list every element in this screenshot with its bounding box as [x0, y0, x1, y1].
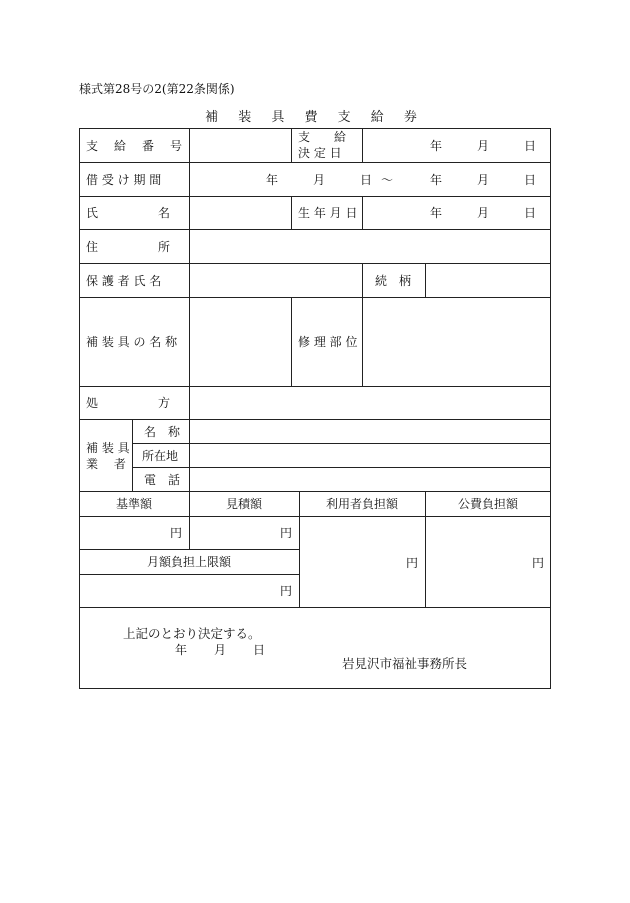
rental-to-day: 日 [524, 173, 537, 187]
birth-day: 日 [524, 206, 537, 220]
row-divider [79, 386, 551, 387]
base-amount-yen: 円 [169, 526, 182, 540]
col-divider [291, 196, 292, 229]
vendor-label-bottom: 業 者 [86, 457, 126, 471]
vendor-location-label: 所在地 [142, 449, 179, 463]
birth-date-label: 生 年 月 日 [298, 206, 358, 220]
footer-month: 月 [214, 643, 227, 657]
monthly-cap-yen: 円 [279, 584, 292, 598]
footer-day: 日 [253, 643, 266, 657]
row-divider [79, 549, 299, 550]
repair-part-label: 修 理 部 位 [298, 335, 358, 349]
row-divider [79, 516, 551, 517]
decision-date-label-top: 支 給 [298, 130, 347, 144]
col-divider [132, 419, 133, 491]
col-divider [362, 128, 363, 162]
rental-to-month: 月 [477, 173, 490, 187]
base-amount-label: 基準額 [115, 497, 152, 511]
rental-tilde: ～ [381, 173, 394, 187]
row-divider [79, 574, 299, 575]
decision-day: 日 [524, 139, 537, 153]
col-divider [291, 128, 292, 162]
col-divider [362, 196, 363, 229]
birth-month: 月 [477, 206, 490, 220]
vendor-name-label: 名 称 [144, 425, 181, 439]
decision-statement: 上記のとおり決定する。 [123, 626, 261, 641]
col-divider [189, 128, 190, 419]
rental-period-label: 借 受 け 期 間 [86, 173, 162, 187]
decision-date-label-bottom: 決 定 日 [298, 146, 342, 160]
monthly-cap-label: 月額負担上限額 [146, 555, 231, 569]
row-divider [79, 297, 551, 298]
user-burden-label: 利用者負担額 [325, 497, 398, 511]
public-burden-yen: 円 [531, 556, 544, 570]
row-divider [79, 263, 551, 264]
form-number: 様式第28号の2(第22条関係) [79, 82, 235, 96]
col-divider [189, 419, 190, 491]
form-title: 補 装 具 費 支 給 券 [205, 110, 425, 125]
issuer-name: 岩見沢市福祉事務所長 [342, 656, 468, 671]
relationship-label: 続 柄 [375, 274, 412, 288]
decision-month: 月 [477, 139, 490, 153]
birth-year: 年 [430, 206, 443, 220]
row-divider [79, 607, 551, 608]
estimate-amount-yen: 円 [279, 526, 292, 540]
rental-to-year: 年 [430, 173, 443, 187]
user-burden-yen: 円 [405, 556, 418, 570]
address-label: 住 所 [86, 240, 171, 254]
rental-from-year: 年 [266, 173, 279, 187]
name-label: 氏 名 [86, 206, 171, 220]
row-divider [79, 196, 551, 197]
prescription-label: 処 方 [86, 396, 171, 410]
row-divider [132, 443, 551, 444]
row-divider [79, 491, 551, 492]
row-divider [79, 229, 551, 230]
col-divider [362, 297, 363, 386]
rental-from-day: 日 [360, 173, 373, 187]
rental-from-month: 月 [313, 173, 326, 187]
vendor-phone-label: 電 話 [144, 473, 181, 487]
row-divider [79, 419, 551, 420]
col-divider [291, 297, 292, 386]
public-burden-label: 公費負担額 [457, 497, 518, 511]
footer-year: 年 [175, 643, 188, 657]
payment-number-label: 支 給 番 号 [86, 139, 182, 153]
estimate-amount-label: 見積額 [225, 497, 262, 511]
guardian-name-label: 保 護 者 氏 名 [86, 274, 162, 288]
row-divider [79, 162, 551, 163]
device-name-label: 補 装 具 の 名 称 [86, 335, 178, 349]
col-divider [425, 263, 426, 297]
vendor-label-top: 補 装 具 [86, 441, 130, 455]
row-divider [132, 467, 551, 468]
col-divider [362, 263, 363, 297]
decision-year: 年 [430, 139, 443, 153]
